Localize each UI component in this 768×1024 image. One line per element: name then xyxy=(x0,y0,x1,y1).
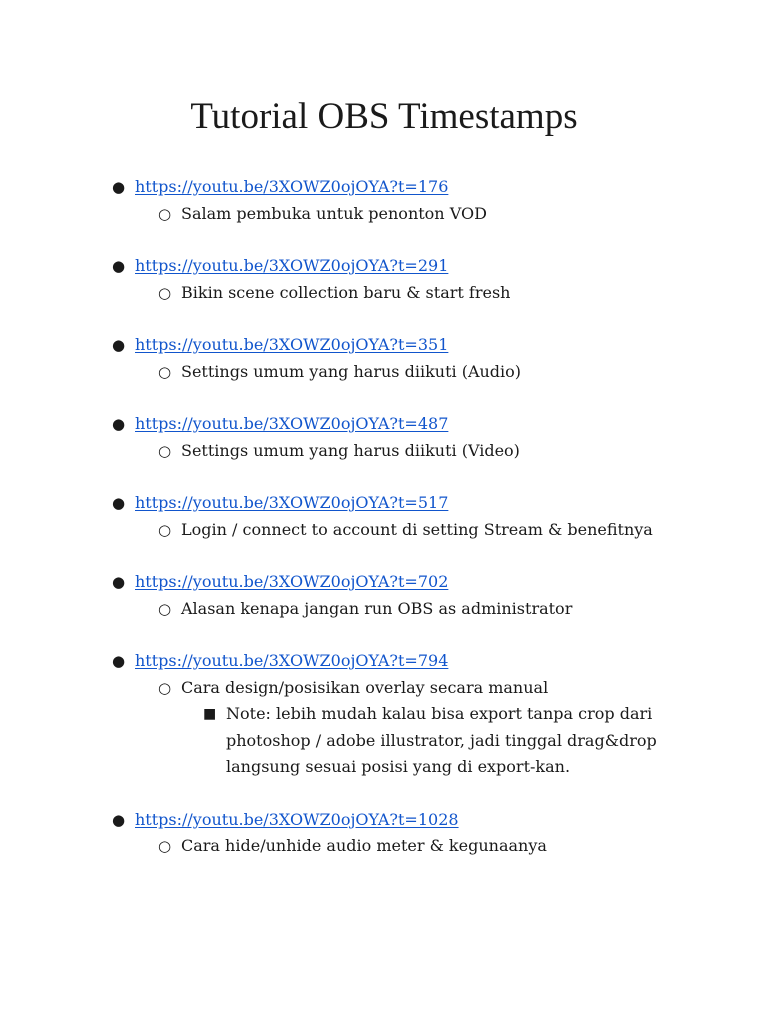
timestamp-link-row xyxy=(112,332,712,359)
filled-circle-bullet-icon: ● xyxy=(112,652,126,670)
timestamp-description: Settings umum yang harus diikuti (Audio) xyxy=(181,361,522,381)
hollow-circle-bullet-icon: ○ xyxy=(158,678,172,697)
hollow-circle-bullet-icon: ○ xyxy=(158,204,172,223)
timestamp-description-row xyxy=(112,201,712,228)
filled-circle-bullet-icon: ● xyxy=(112,415,126,433)
filled-circle-bullet-icon: ● xyxy=(112,336,126,354)
timestamp-description: Cara hide/unhide audio meter & kegunaanya xyxy=(181,836,547,855)
timestamp-link-row xyxy=(112,490,712,517)
timestamp-description-row xyxy=(112,675,712,702)
hollow-circle-bullet-icon: ○ xyxy=(158,520,172,539)
timestamp-link[interactable]: https://youtu.be/3XOWZ0ojOYA?t=291 xyxy=(135,256,449,275)
timestamp-description-row xyxy=(112,359,712,386)
filled-circle-bullet-icon: ● xyxy=(112,573,126,591)
timestamp-entry xyxy=(112,253,712,306)
timestamp-description-row xyxy=(112,833,712,860)
timestamp-entry xyxy=(112,648,712,781)
timestamp-link-row xyxy=(112,569,712,596)
timestamp-description: Bikin scene collection baru & start fresh xyxy=(181,282,511,302)
timestamp-description: Salam pembuka untuk penonton VOD xyxy=(181,203,487,223)
timestamp-description-row xyxy=(112,517,712,544)
page-title: Tutorial OBS Timestamps xyxy=(190,96,578,137)
timestamp-link-row xyxy=(112,411,712,438)
timestamp-entry xyxy=(112,332,712,385)
timestamp-link-row xyxy=(112,807,712,834)
timestamp-description-row xyxy=(112,438,712,465)
timestamp-link-row xyxy=(112,648,712,675)
timestamp-description-row xyxy=(112,596,712,623)
timestamp-link[interactable]: https://youtu.be/3XOWZ0ojOYA?t=1028 xyxy=(135,809,459,829)
timestamp-link[interactable]: https://youtu.be/3XOWZ0ojOYA?t=702 xyxy=(135,572,449,591)
filled-circle-bullet-icon: ● xyxy=(112,494,126,512)
filled-circle-bullet-icon: ● xyxy=(112,178,126,196)
hollow-circle-bullet-icon: ○ xyxy=(158,441,172,460)
hollow-circle-bullet-icon: ○ xyxy=(158,283,172,302)
filled-square-bullet-icon: ■ xyxy=(203,706,217,722)
timestamp-link[interactable]: https://youtu.be/3XOWZ0ojOYA?t=517 xyxy=(135,493,449,512)
timestamp-link[interactable]: https://youtu.be/3XOWZ0ojOYA?t=794 xyxy=(135,651,449,670)
timestamp-note-row xyxy=(112,701,712,781)
timestamp-description: Cara design/posisikan overlay secara manual xyxy=(181,677,549,697)
timestamp-link-row xyxy=(112,174,712,201)
timestamp-description: Settings umum yang harus diikuti (Video) xyxy=(181,440,520,460)
hollow-circle-bullet-icon: ○ xyxy=(158,599,172,618)
timestamp-description: Alasan kenapa jangan run OBS as administrator xyxy=(181,598,573,618)
timestamp-entry xyxy=(112,411,712,464)
hollow-circle-bullet-icon: ○ xyxy=(158,837,172,855)
timestamp-description: Login / connect to account di setting Stream & benefitnya xyxy=(181,519,653,539)
timestamp-link[interactable]: https://youtu.be/3XOWZ0ojOYA?t=176 xyxy=(135,177,449,196)
hollow-circle-bullet-icon: ○ xyxy=(158,362,172,381)
filled-circle-bullet-icon: ● xyxy=(112,810,126,829)
timestamp-link[interactable]: https://youtu.be/3XOWZ0ojOYA?t=351 xyxy=(135,335,449,354)
timestamp-note: Note: lebih mudah kalau bisa export tanpa crop dari photoshop / adobe illustrator, jadi tinggal drag&drop langsung sesuai posisi yang di export-kan. xyxy=(226,704,657,776)
timestamp-entry xyxy=(112,807,712,860)
timestamp-link-row xyxy=(112,253,712,280)
timestamp-entry xyxy=(112,490,712,543)
timestamp-list xyxy=(112,174,712,886)
timestamp-entry xyxy=(112,569,712,622)
timestamp-link[interactable]: https://youtu.be/3XOWZ0ojOYA?t=487 xyxy=(135,414,449,433)
filled-circle-bullet-icon: ● xyxy=(112,257,126,275)
timestamp-description-row xyxy=(112,280,712,307)
timestamp-entry xyxy=(112,174,712,227)
